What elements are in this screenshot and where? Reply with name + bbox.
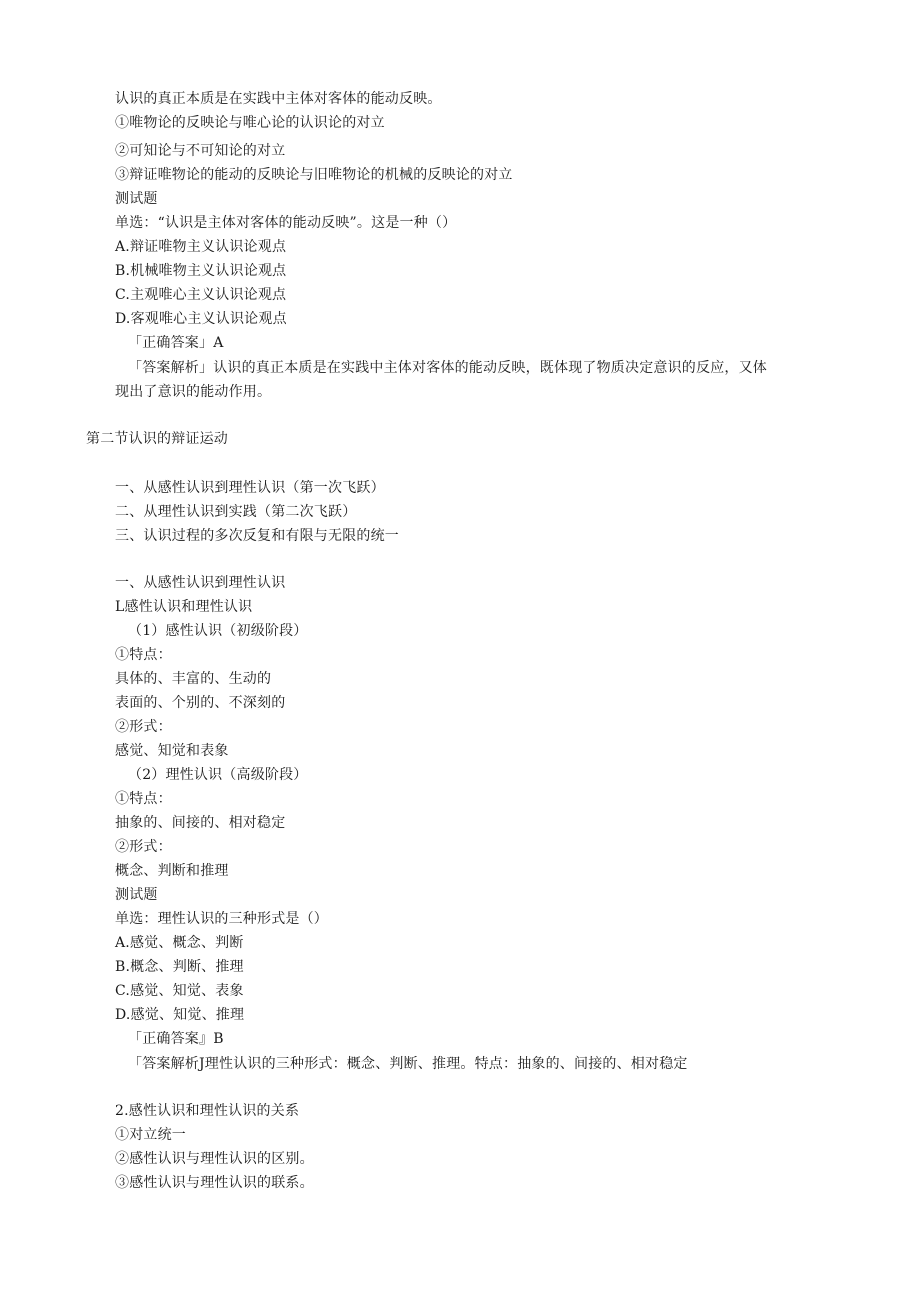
quiz2-option-c: C.感觉、知觉、表象 [115,983,244,999]
contrast-item-3: ③辩证唯物论的能动的反映论与旧唯物论的机械的反映论的对立 [115,167,513,183]
relation-item-3: ③感性认识与理性认识的联系。 [115,1175,314,1191]
part2-heading: 2.感性认识和理性认识的关系 [115,1103,300,1119]
part1-heading: 一、从感性认识到理性认识 [115,575,286,591]
rational-form-label: ②形式： [115,839,172,855]
perceptual-feature-1: 具体的、丰富的、生动的 [115,671,272,687]
perceptual-title: （1）感性认识（初级阶段） [128,623,308,639]
answer-analysis-2: 「答案解析J理性认识的三种形式：概念、判断、推理。特点：抽象的、间接的、相对稳定 [128,1056,688,1072]
quiz2-option-d: D.感觉、知觉、推理 [115,1007,245,1023]
rational-title: （2）理性认识（高级阶段） [128,767,308,783]
quiz2-option-b: B.概念、判断、推理 [115,959,244,975]
relation-item-2: ②感性认识与理性认识的区别。 [115,1151,314,1167]
perceptual-feature-label: ①特点： [115,647,172,663]
quiz-question-2: 单选：理性认识的三种形式是（） [115,911,328,927]
quiz-label-2: 测试题 [115,887,158,903]
quiz-option-c: C.主观唯心主义认识论观点 [115,287,287,303]
outline-item-2: 二、从理性认识到实践（第二次飞跃） [115,504,357,520]
rational-feature-label: ①特点： [115,791,172,807]
quiz2-option-a: A.感觉、概念、判断 [115,935,244,951]
part1-subheading: L感性认识和理性认识 [115,599,253,615]
answer-analysis-line-1: 「答案解析」认识的真正本质是在实践中主体对客体的能动反映，既体现了物质决定意识的反应，又体 [128,360,767,376]
perceptual-form: 感觉、知觉和表象 [115,743,229,759]
contrast-item-2: ②可知论与不可知论的对立 [115,143,286,159]
outline-item-3: 三、认识过程的多次反复和有限与无限的统一 [115,528,399,544]
outline-item-1: 一、从感性认识到理性认识（第一次飞跃） [115,480,385,496]
quiz-label: 测试题 [115,191,158,207]
rational-form: 概念、判断和推理 [115,863,229,879]
quiz-option-b: B.机械唯物主义认识论观点 [115,263,287,279]
perceptual-feature-2: 表面的、个别的、不深刻的 [115,695,286,711]
essence-statement: 认识的真正本质是在实践中主体对客体的能动反映。 [115,91,442,107]
rational-feature: 抽象的、间接的、相对稳定 [115,815,286,831]
quiz-question: 单选：“认识是主体对客体的能动反映”。这是一种（） [115,215,457,231]
relation-item-1: ①对立统一 [115,1127,186,1143]
perceptual-form-label: ②形式： [115,719,172,735]
quiz-option-d: D.客观唯心主义认识论观点 [115,311,287,327]
correct-answer-2: 「正确答案』B [128,1031,224,1047]
section-title: 第二节认识的辩证运动 [86,431,228,447]
contrast-item-1: ①唯物论的反映论与唯心论的认识论的对立 [115,115,385,131]
correct-answer: 「正确答案」A [128,335,224,351]
quiz-option-a: A.辩证唯物主义认识论观点 [115,239,287,255]
answer-analysis-line-2: 现出了意识的能动作用。 [115,384,272,400]
